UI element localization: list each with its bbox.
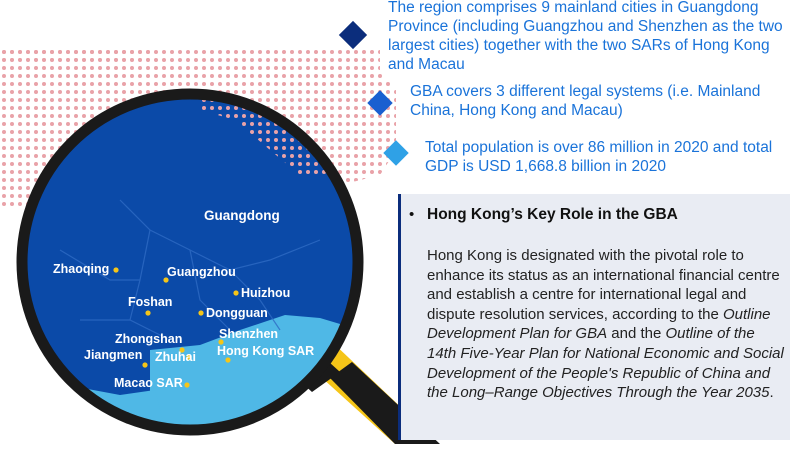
region-label-guangdong: Guangdong: [204, 208, 280, 223]
city-label-zhaoqing: Zhaoqing: [53, 262, 110, 276]
city-label-foshan: Foshan: [128, 295, 173, 309]
city-label-huizhou: Huizhou: [241, 286, 291, 300]
city-label-zhongshan: Zhongshan: [115, 332, 183, 346]
bullet-text-region: The region comprises 9 mainland cities in Guangdong Province (including Guangzhou and Shenzhen as the two largest cities) together with the two SARs of Hong Kong and Macau: [388, 0, 783, 73]
body-text-1: Hong Kong is designated with the pivotal role to enhance its status as an international financial centre and establish a centre for international legal and dispute resolution services, according to the: [427, 247, 780, 323]
key-role-body: [427, 246, 787, 403]
bullet-text-population: Total population is over 86 million in 2020 and total GDP is USD 1,668.8 billion in 2020: [425, 139, 773, 175]
city-label-macao-sar: Macao SAR: [114, 376, 183, 390]
body-text-2: and the: [607, 325, 666, 343]
city-label-dongguan: Dongguan: [206, 306, 268, 320]
city-label-guangzhou: Guangzhou: [167, 265, 236, 279]
body-italic-2: Outline of the 14th Five-Year Plan for National Economic and Social Development of the People's Republic of China and the Long–Range Objectives Through the Year 2035: [427, 325, 784, 402]
key-role-box: [398, 194, 790, 440]
body-italic-1: Outline Development Plan for GBA: [427, 305, 771, 343]
key-role-title: Hong Kong’s Key Role in the GBA: [427, 206, 678, 223]
city-label-zhuhai: Zhuhai: [155, 350, 196, 364]
city-label-shenzhen: Shenzhen: [219, 327, 279, 341]
bullet-text-legal: GBA covers 3 different legal systems (i.e. Mainland China, Hong Kong and Macau): [410, 83, 761, 119]
city-label-hong-kong-sar: Hong Kong SAR: [217, 344, 315, 358]
bullet-dot: •: [409, 206, 415, 223]
body-text-3: .: [769, 384, 774, 402]
city-label-jiangmen: Jiangmen: [84, 348, 143, 362]
